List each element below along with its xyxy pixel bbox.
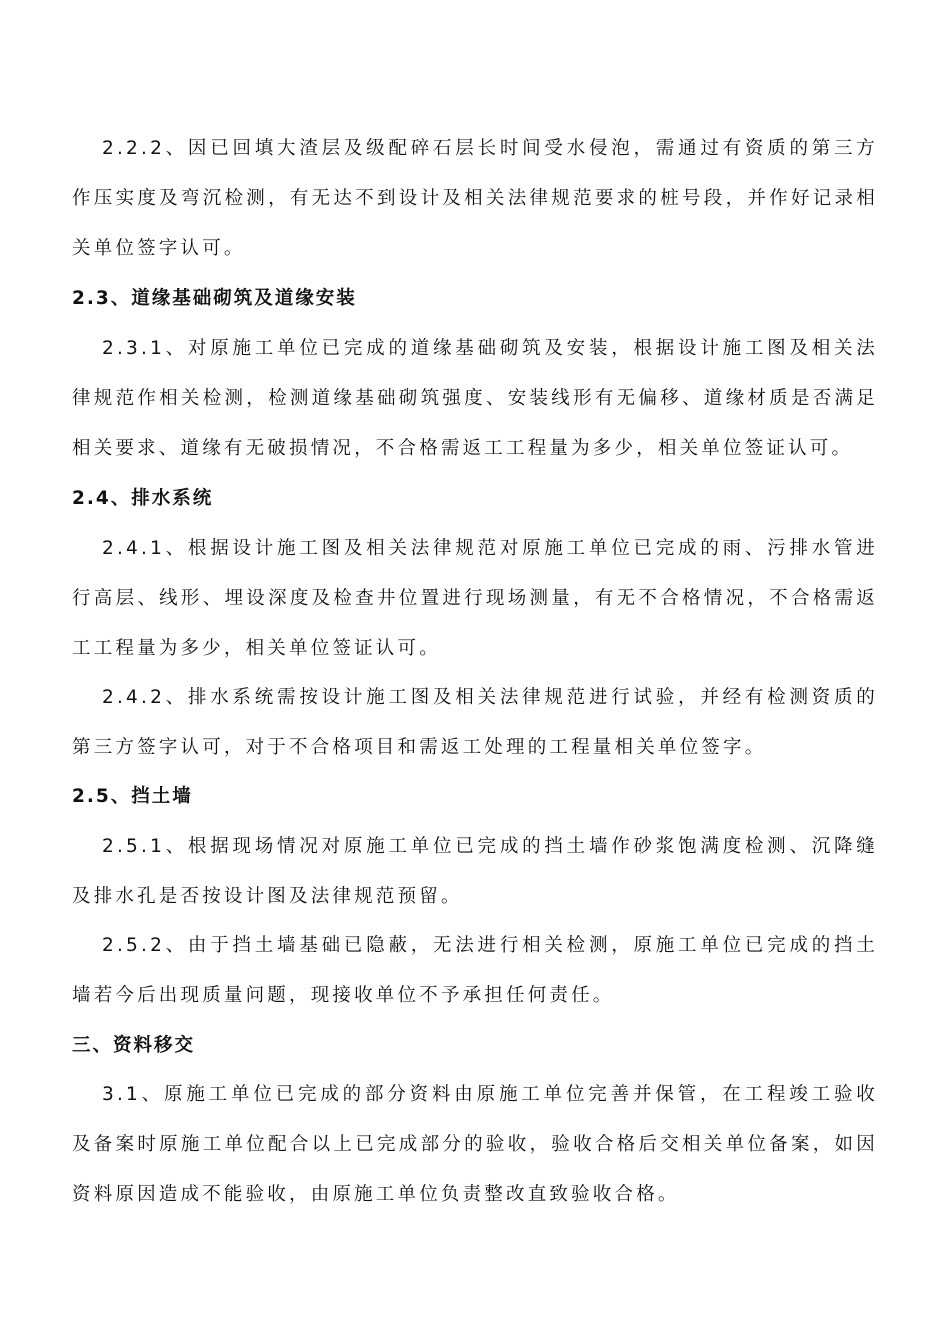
- heading-2-5: 2.5、挡土墙: [72, 786, 193, 807]
- paragraph-2-3-1: 2.3.1、对原施工单位已完成的道缘基础砌筑及安装，根据设计施工图及相关法律规范作相关检测，检测道缘基础砌筑强度、安装线形有无偏移、道缘材质是否满足相关要求、道缘有无破损情况，不合格需返工工程量为多少，相关单位签证认可。: [72, 338, 878, 459]
- paragraph-2-4-1: 2.4.1、根据设计施工图及相关法律规范对原施工单位已完成的雨、污排水管进行高层、线形、埋设深度及检查井位置进行现场测量，有无不合格情况，不合格需返工工程量为多少，相关单位签证认可。: [72, 538, 878, 659]
- paragraph-2-5-1: 2.5.1、根据现场情况对原施工单位已完成的挡土墙作砂浆饱满度检测、沉降缝及排水孔是否按设计图及法律规范预留。: [72, 836, 878, 907]
- paragraph-2-2-2: 2.2.2、因已回填大渣层及级配碎石层长时间受水侵泡，需通过有资质的第三方作压实度及弯沉检测，有无达不到设计及相关法律规范要求的桩号段，并作好记录相关单位签字认可。: [72, 138, 878, 259]
- paragraph-3-1: 3.1、原施工单位已完成的部分资料由原施工单位完善并保管，在工程竣工验收及备案时原施工单位配合以上已完成部分的验收，验收合格后交相关单位备案，如因资料原因造成不能验收，由原施工单位负责整改直致验收合格。: [72, 1084, 878, 1205]
- paragraph-2-4-2: 2.4.2、排水系统需按设计施工图及相关法律规范进行试验，并经有检测资质的第三方签字认可，对于不合格项目和需返工处理的工程量相关单位签字。: [72, 687, 878, 758]
- heading-2-3: 2.3、道缘基础砌筑及道缘安装: [72, 288, 357, 309]
- paragraph-2-5-2: 2.5.2、由于挡土墙基础已隐蔽，无法进行相关检测，原施工单位已完成的挡土墙若今后出现质量问题，现接收单位不予承担任何责任。: [72, 935, 878, 1006]
- heading-3: 三、资料移交: [72, 1035, 196, 1056]
- heading-2-4: 2.4、排水系统: [72, 488, 214, 509]
